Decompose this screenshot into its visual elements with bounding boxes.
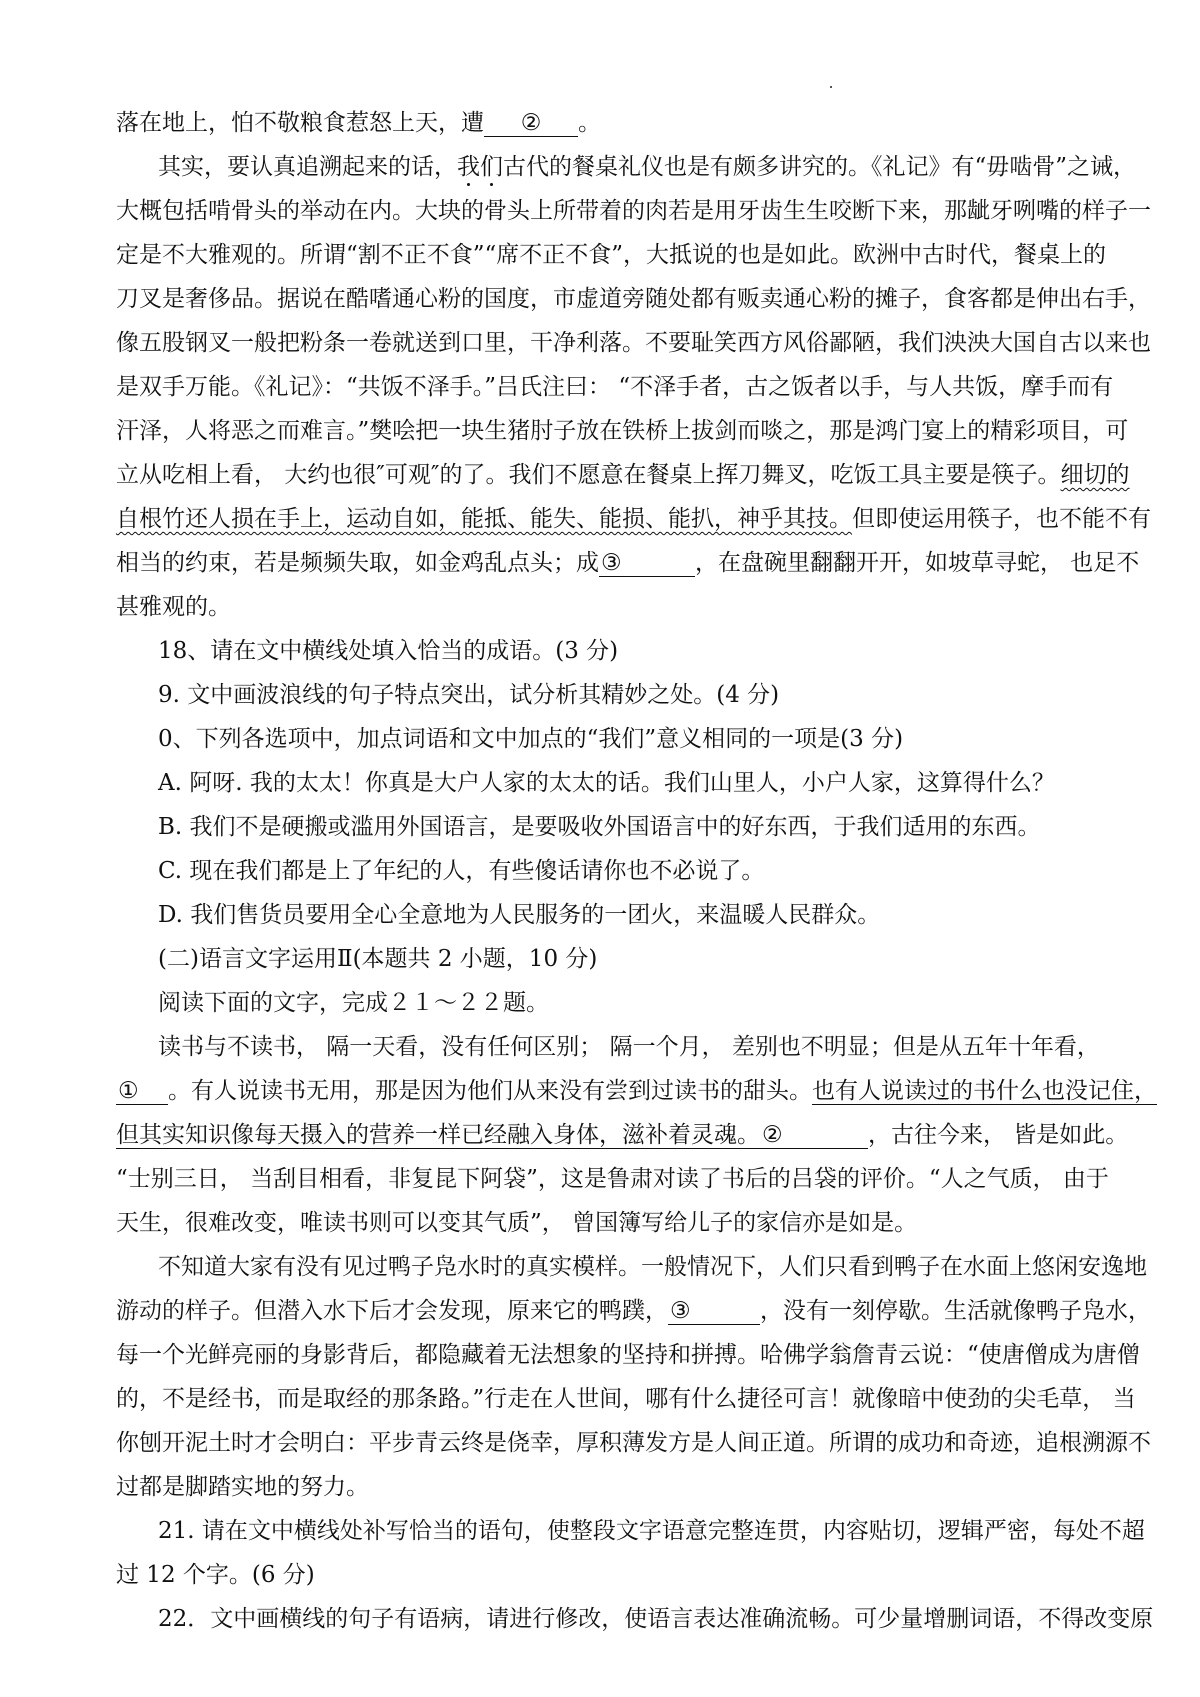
text: 落在地上，怕不敬粮食惹怒上天，遭	[116, 110, 484, 136]
text-line	[116, 1296, 1151, 1326]
text-line: 汗泽，人将恶之而难言。”樊哙把一块生猪肘子放在铁桥上拔剑而啖之，那是鸿门宴上的精彩项目，可	[116, 418, 1129, 444]
blank-2[interactable]: ②	[760, 1122, 868, 1149]
section-intro: 阅读下面的文字，完成２１～２２题。	[158, 990, 549, 1016]
text-line: 的，不是经书，而是取经的那条路。”行走在人世间，哪有什么捷径可言！就像暗中使劲的尖毛草， 当	[116, 1386, 1136, 1412]
text-line: 不知道大家有没有见过鸭子凫水时的真实模样。一般情况下，人们只看到鸭子在水面上悠闲安逸地	[158, 1254, 1147, 1280]
text: 其实，要认真追溯起来的话，	[158, 154, 457, 180]
option-b: B. 我们不是硬搬或滥用外国语言，是要吸收外国语言中的好东西，于我们适用的东西。	[158, 814, 1041, 840]
section-title: (二)语言文字运用Ⅱ(本题共 2 小题，10 分)	[158, 946, 598, 972]
option-a: A. 阿呀. 我的太太！你真是大户人家的太太的话。我们山里人，小户人家，这算得什么？	[158, 770, 1055, 796]
underlined-sentence: 但其实知识像每天摄入的营养一样已经融入身体，滋补着灵魂。	[116, 1122, 760, 1148]
option-c: C. 现在我们都是上了年纪的人，有些傻话请你也不必说了。	[158, 858, 765, 884]
text: 但即使运用筷子，也不能不有	[852, 506, 1151, 532]
text-line: 大概包括啃骨头的举动在内。大块的骨头上所带着的肉若是用牙齿生生咬断下来，那龇牙咧嘴的样子一	[116, 198, 1151, 224]
question-18: 18、请在文中横线处填入恰当的成语。(3 分)	[158, 638, 619, 664]
dotted-word: 们	[480, 154, 503, 180]
text: ，在盘碗里翻翻开开，如坡草寻蛇， 也足不	[695, 550, 1140, 576]
text-line: 是双手万能。《礼记》：“共饭不泽手。”吕氏注曰： “不泽手者，古之饭者以手，与人共饭，摩手而有	[116, 374, 1114, 400]
question-21: 21. 请在文中横线处补写恰当的语句，使整段文字语意完整连贯，内容贴切，逻辑严密，每处不超	[158, 1518, 1145, 1544]
text-line	[116, 1076, 1157, 1106]
dotted-word: 我	[457, 154, 480, 180]
text-line: 甚雅观的。	[116, 594, 231, 620]
text-line: 定是不大雅观的。所谓“割不正不食”“席不正不食”，大抵说的也是如此。欧洲中古时代，餐桌上的	[116, 242, 1107, 268]
text-line: 你刨开泥土时才会明白：平步青云终是侥幸，厚积薄发方是人间正道。所谓的成功和奇迹，追根溯源不	[116, 1430, 1151, 1456]
text-line: 刀叉是奢侈品。据说在酷嗜通心粉的国度，市虚道旁随处都有贩卖通心粉的摊子，食客都是伸出右手，	[116, 286, 1151, 312]
text-line: 天生，很难改变，唯读书则可以变其气质”， 曾国簿写给儿子的家信亦是如是。	[116, 1210, 918, 1236]
blank-3[interactable]: ③	[599, 550, 695, 577]
text-line: 每一个光鲜亮丽的身影背后，都隐藏着无法想象的坚持和拼搏。哈佛学翁詹青云说：“使唐僧成为唐僧	[116, 1342, 1140, 1368]
scan-speck	[830, 86, 832, 88]
blank-2[interactable]: ②	[484, 110, 578, 137]
text-line	[116, 460, 1130, 490]
text: 。	[578, 110, 601, 136]
text-line	[158, 152, 1137, 182]
text-line: 像五股钢叉一般把粉条一卷就送到口里，干净利落。不要耻笑西方风俗鄙陋，我们泱泱大国自古以来也	[116, 330, 1151, 356]
question-19: 9. 文中画波浪线的句子特点突出，试分析其精妙之处。(4 分)	[158, 682, 780, 708]
text: 古代的餐桌礼仪也是有颇多讲究的。《礼记》有“毋啮骨”之诫，	[503, 154, 1137, 180]
text: 相当的约束，若是频频失取，如金鸡乱点头；成	[116, 550, 599, 576]
blank-1[interactable]: ①	[116, 1078, 168, 1105]
text-line	[116, 108, 1200, 138]
option-d: D. 我们售货员要用全心全意地为人民服务的一团火，来温暖人民群众。	[158, 902, 881, 928]
text-line: 过都是脚踏实地的努力。	[116, 1474, 369, 1500]
text: ，古往今来， 皆是如此。	[868, 1122, 1129, 1148]
wavy-sentence: 细切的	[1060, 462, 1130, 488]
question-22: 22．文中画横线的句子有语病，请进行修改，使语言表达准确流畅。可少量增删词语，不得改变原	[158, 1606, 1154, 1632]
blank-3[interactable]: ③	[668, 1298, 760, 1325]
text-line: 读书与不读书， 隔一天看，没有任何区别； 隔一个月， 差别也不明显；但是从五年十年看，	[158, 1034, 1100, 1060]
text-line	[116, 1120, 1129, 1150]
underlined-sentence: 也有人说读过的书什么也没记住，	[812, 1078, 1157, 1104]
text-line	[116, 504, 1151, 534]
text-line: “士别三日， 当刮目相看，非复昆下阿袋”，这是鲁肃对读了书后的吕袋的评价。“人之气质， 由于	[116, 1166, 1109, 1192]
question-21-cont: 过 12 个字。(6 分)	[116, 1562, 315, 1588]
wavy-sentence: 自根竹还人损在手上，运动自如，能抵、能失、能损、能扒，神乎其技。	[116, 506, 852, 532]
text: 立从吃相上看， 大约也很″可观″的了。我们不愿意在餐桌上挥刀舞叉，吃饭工具主要是筷子。	[116, 462, 1061, 488]
text-line	[116, 548, 1140, 578]
text: 游动的样子。但潜入水下后才会发现，原来它的鸭蹼，	[116, 1298, 668, 1324]
question-20: 0、下列各选项中，加点词语和文中加点的“我们”意义相同的一项是(3 分)	[158, 726, 904, 752]
text: 。有人说读书无用，那是因为他们从来没有尝到过读书的甜头。	[168, 1078, 812, 1104]
text: ，没有一刻停歇。生活就像鸭子凫水，	[760, 1298, 1151, 1324]
